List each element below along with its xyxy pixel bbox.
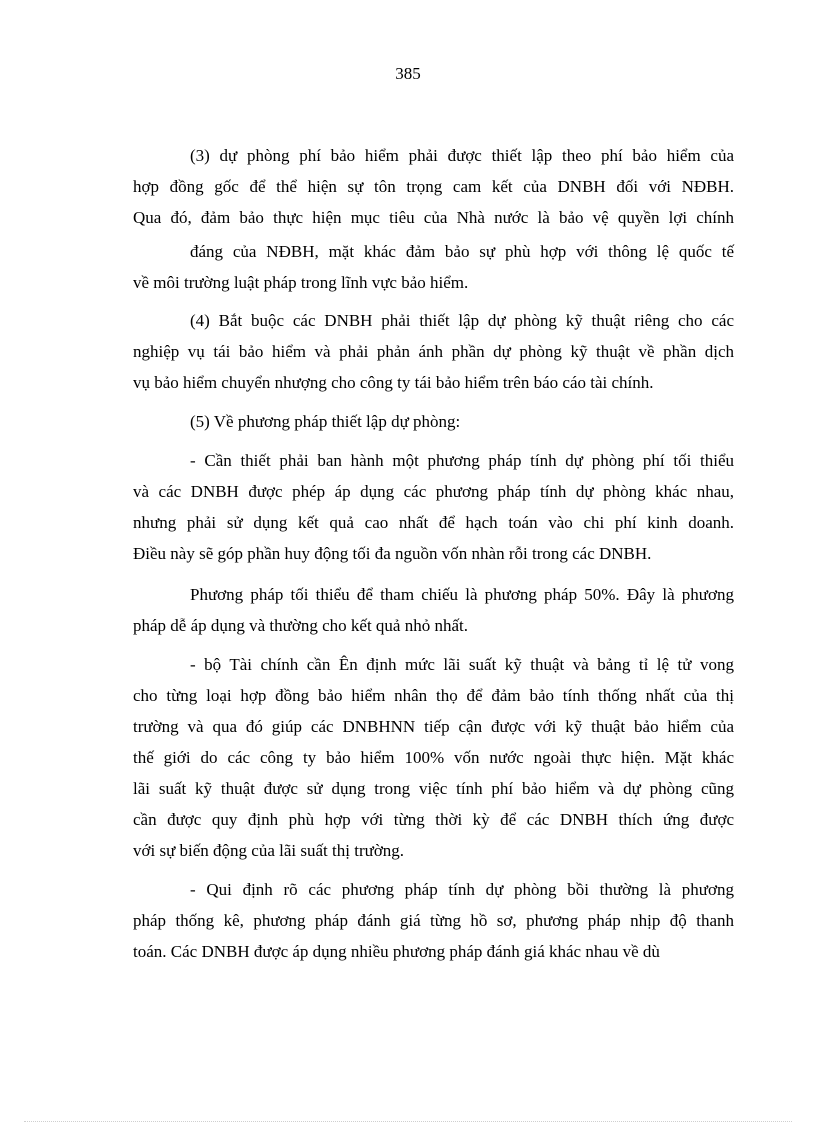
text-line: nhưng phải sử dụng kết quả cao nhất để hạch toán vào chi phí kinh doanh.	[133, 513, 734, 532]
page-number: 385	[395, 64, 421, 83]
text-line: toán. Các DNBH được áp dụng nhiều phương pháp đánh giá khác nhau về dù	[133, 942, 660, 961]
text-line: đáng của NĐBH, mặt khác đảm bảo sự phù hợp với thông lệ quốc tế	[190, 242, 734, 261]
text-line: - bộ Tài chính cần Ên định mức lãi suất kỹ thuật và bảng tỉ lệ tử vong	[190, 655, 734, 674]
text-line: vụ bảo hiểm chuyển nhượng cho công ty tái bảo hiểm trên báo cáo tài chính.	[133, 373, 654, 392]
text-line: - Cần thiết phải ban hành một phương pháp tính dự phòng phí tối thiểu	[190, 451, 734, 470]
text-line: về môi trường luật pháp trong lĩnh vực bảo hiểm.	[133, 273, 469, 292]
text-line: cho từng loại hợp đồng bảo hiểm nhân thọ để đảm bảo tính thống nhất của thị	[133, 686, 734, 705]
text-line: thế giới do các công ty bảo hiểm 100% vốn nước ngoài thực hiện. Mặt khác	[133, 748, 734, 767]
text-line: trường và qua đó giúp các DNBHNN tiếp cận được với kỹ thuật bảo hiểm của	[133, 717, 734, 736]
text-line: - Qui định rõ các phương pháp tính dự phòng bồi thường là phương	[190, 880, 734, 899]
page-bottom-divider	[24, 1121, 792, 1122]
text-line: nghiệp vụ tái bảo hiểm và phải phản ánh phần dự phòng kỹ thuật về phần dịch	[133, 342, 734, 361]
text-line: Phương pháp tối thiểu để tham chiếu là phương pháp 50%. Đây là phương	[190, 585, 734, 604]
text-line: (5) Về phương pháp thiết lập dự phòng:	[190, 412, 461, 431]
text-line: pháp thống kê, phương pháp đánh giá từng hồ sơ, phương pháp nhịp độ thanh	[133, 911, 734, 930]
text-line: cần được quy định phù hợp với từng thời kỳ để các DNBH thích ứng được	[133, 810, 734, 829]
text-line: (4) Bắt buộc các DNBH phải thiết lập dự phòng kỹ thuật riêng cho các	[190, 311, 734, 330]
text-line: với sự biến động của lãi suất thị trường.	[133, 841, 405, 860]
text-line: pháp dễ áp dụng và thường cho kết quả nhỏ nhất.	[133, 616, 468, 635]
text-line: hợp đồng gốc để thể hiện sự tôn trọng cam kết của DNBH đối với NĐBH.	[133, 177, 734, 196]
text-line: Qua đó, đảm bảo thực hiện mục tiêu của Nhà nước là bảo vệ quyền lợi chính	[133, 208, 734, 227]
text-line: Điều này sẽ góp phần huy động tối đa nguồn vốn nhàn rỗi trong các DNBH.	[133, 544, 652, 563]
text-line: và các DNBH được phép áp dụng các phương pháp tính dự phòng khác nhau,	[133, 482, 734, 501]
text-line: lãi suất kỹ thuật được sử dụng trong việc tính phí bảo hiểm và dự phòng cũng	[133, 779, 734, 798]
text-line: (3) dự phòng phí bảo hiểm phải được thiết lập theo phí bảo hiểm của	[190, 146, 734, 165]
